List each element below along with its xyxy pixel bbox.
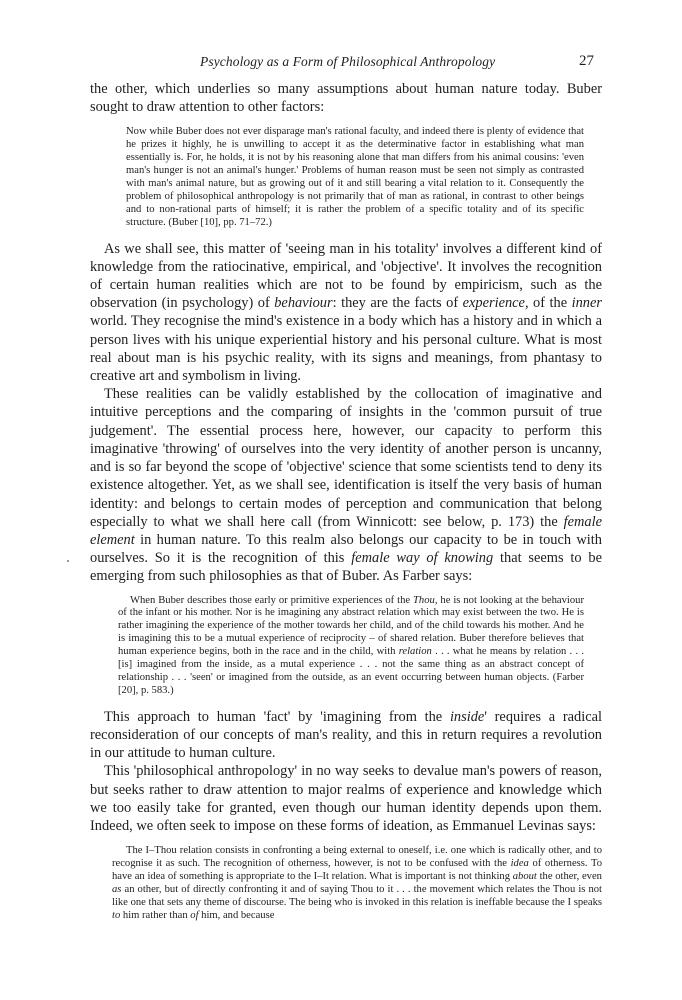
emphasis-as: as [112,883,122,895]
paragraph-3 [90,385,602,585]
paragraph-4-text-a: This approach to human 'fact' by 'imagining from the [104,708,450,725]
running-title: Psychology as a Form of Philosophical Anthropology [200,54,496,69]
block-quote-buber: Now while Buber does not ever disparage man's rational faculty, and indeed there is plenty of evidence that he prizes it highly, he is unwilling to accept it as the determinative factor in establishing what man essentially is. For, he holds, it is not by his reasoning alone that man differs from his animal cousins: 'even man's hunger is not an animal's hunger.' Problems of human reason must be seen not simply as contrasted with man's animal nature, but as growing out of it and still bearing a vital relation to it. Consequently the problem of philosophical anthropology is not primarily that of man as rational, in contrast to other beings and to non-rational parts of himself; it is rather the problem of a specific totality and of its specific structure. (Buber [10], pp. 71–72.) [126,126,584,228]
emphasis-inside: inside [449,708,485,725]
emphasis-thou: Thou [413,594,435,606]
emphasis-relation: relation [398,646,432,658]
paragraph-2-text-b: : they are the facts of [332,295,463,312]
emphasis-about: about [512,871,537,882]
block-quote-farber [90,595,602,698]
paragraph-4-text-b: ' requires a radical reconsideration of our concepts of man's reality, and this in return requires a revolution in our attitude to human culture. [90,708,602,762]
paragraph-3-text-a: These realities can be validly established by the collocation of imaginative and intuitive perceptions and the comparing of insights in the 'common pursuit of true judgement'. The essential process here, however, our capacity to perform this imaginative 'throwing' of ourselves into the very identity of another person is uncanny, and is so far beyond the scope of 'objective' science that some scientists tend to deny its existence altogether. Yet, as we shall see, identification is itself the very basis of human identity: and belongs to certain modes of perception and communication that belong especially to what we shall here call (from Winnicott: see below, p. 173) the [90,386,602,530]
quote-3-text-c: the other, even [536,871,602,882]
page-number: 27 [579,53,594,69]
emphasis-experience: experience [462,295,525,312]
margin-mark [67,560,69,562]
paragraph-2-text-c: , of the [524,295,572,312]
paragraph-3-text-b: in human nature. To this realm also belongs our capacity to be in touch with ourselves. So it is the recognition of this [90,531,602,567]
emphasis-behaviour: behaviour [274,295,333,312]
quote-2-text-b: , he is not looking at the behaviour of the infant or his mother. Nor is he imagining any abstract relation which may exist between the two. He is rather imagining the experience of the mother towards her child, and of the child towards his mother. And he is imagining this to be a mutual experience of reciprocity – of shared relation. Buber therefore believes that human experience begins, both in the race and in the child, with [118,594,584,658]
block-quote-levinas [90,845,602,922]
emphasis-to: to [112,909,121,921]
quote-2-text-a: When Buber describes those early or primitive experiences of the [130,594,414,606]
body-text [90,80,602,923]
paragraph-2-text-d: world. They recognise the mind's existence in a body which has a history and in which a person lives with his unique experiential history and his personal culture. What is most real about man is his psychic reality, with its signs and meanings, from phantasy to creative art and symbolism in living. [90,313,602,385]
emphasis-idea: idea [510,858,529,870]
quote-2-text-c: . . . what he means by relation . . . [is] imagined from the inside, as a mutal experience . . . not the same thing as an abstract concept of relationship . . . 'seen' or imagined from the outside, as an event occurring between human objects. (Farber [20], p. 583.) [118,646,584,696]
running-head [90,54,602,74]
quote-3-text-e: him rather than [120,909,191,921]
quote-3-text-d: an other, but of directly confronting it and of saying Thou to it . . . the movement which relates the Thou is not like one that sets any theme of discourse. The being who is invoked in this relation is ineffable because the I speaks [112,883,602,908]
paragraph-2-text-a: As we shall see, this matter of 'seeing man in his totality' involves a different kind of knowledge from the ratiocinative, empirical, and 'objective'. It involves the recognition of certain human realities which are not to be found by empiricism, such as the observation (in psychology) of [90,240,602,312]
paragraph-2 [90,240,602,386]
emphasis-female-way-of-knowing: female way of knowing [351,550,494,567]
quote-3-text-a: The I–Thou relation consists in confronting a being external to oneself, i.e. one which is radically other, and to recognise it as such. The recognition of otherness, however, is not to be confused with the [112,845,602,870]
emphasis-female-element: female element [90,513,602,548]
paragraph-1: the other, which underlies so many assumptions about human nature today. Buber sought to draw attention to other factors: [90,81,602,116]
emphasis-inner: inner [571,295,602,312]
quote-3-text-b: of otherness. To have an idea of something is appropriate to the I–It relation. What is important is not thinking [112,858,602,882]
paragraph-5: This 'philosophical anthropology' in no way seeks to devalue man's powers of reason, but seeks rather to draw attention to major realms of experience and knowledge which we too easily take for granted, even though our human identity depends upon them. Indeed, we often seek to impose on these forms of ideation, as Emmanuel Levinas says: [90,763,602,834]
emphasis-of: of [190,909,199,921]
paragraph-3-text-c: that seems to be emerging from such philosophies as that of Buber. As Farber says: [90,550,602,585]
quote-3-text-f: him, and because [198,909,275,921]
paragraph-4 [90,708,602,763]
